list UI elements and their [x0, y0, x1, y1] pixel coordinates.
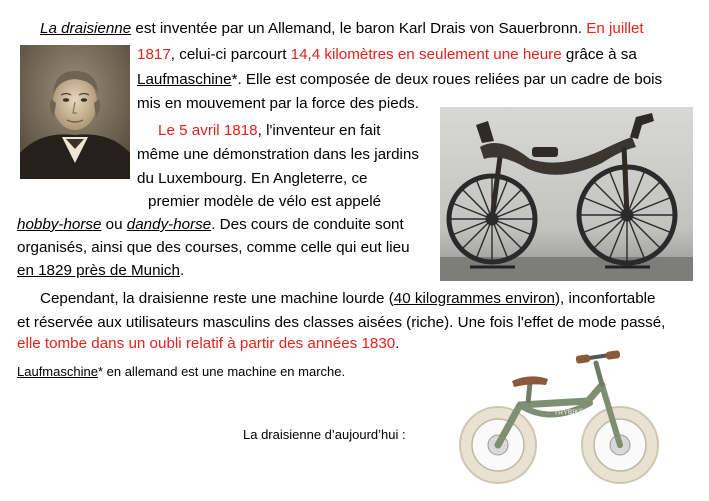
p2-line-3: du Luxembourg. En Angleterre, ce: [137, 170, 368, 187]
p1-line-3: Laufmaschine*. Elle est composée de deux roues reliées par un cadre de bois: [137, 71, 663, 88]
portrait-illustration: [20, 45, 130, 179]
p1-line-1: La draisienne est inventée par un Allemand, le baron Karl Drais von Sauerbronn. En juillet: [40, 20, 644, 37]
term-laufmaschine: Laufmaschine: [137, 71, 232, 88]
p3-line-2: et réservée aux utilisateurs masculins des classes aisées (riche). Une fois l'effet de mode passé,: [17, 314, 666, 331]
term-dandy-horse: dandy-horse: [126, 216, 212, 233]
p2-line-6: organisés, ainsi que des courses, comme celle qui eut lieu: [17, 239, 410, 256]
term-la-draisienne: La draisienne: [40, 20, 132, 37]
modern-balance-bike-illustration: [450, 345, 670, 487]
p1-line-4: mis en mouvement par la force des pieds.: [137, 95, 419, 112]
historic-draisine-photo: [440, 107, 693, 281]
historic-draisine-illustration: [440, 107, 693, 281]
p1-line-2: 1817, celui-ci parcourt 14,4 kilomètres en seulement une heure grâce à sa: [137, 46, 637, 63]
footnote: Laufmaschine* en allemand est une machine en marche.: [17, 364, 346, 379]
portrait-karl-drais: [20, 45, 130, 179]
p2-line-2: même une démonstration dans les jardins: [137, 146, 419, 163]
modern-balance-bike-photo: [450, 345, 670, 487]
p2-line-5: hobby-horse ou dandy-horse. Des cours de conduite sont: [17, 216, 404, 233]
modern-draisine-caption: La draisienne d’aujourd’hui :: [243, 427, 406, 442]
p3-line-1: Cependant, la draisienne reste une machine lourde (40 kilogrammes environ), inconfortable: [40, 290, 656, 307]
p2-line-4: premier modèle de vélo est appelé: [148, 193, 382, 210]
p2-line-1: Le 5 avril 1818, l'inventeur en fait: [158, 122, 381, 139]
term-hobby-horse: hobby-horse: [17, 216, 102, 233]
bike-brand-label: TRYBIKE: [553, 408, 584, 417]
p2-line-7: en 1829 près de Munich.: [17, 262, 185, 279]
p3-line-3: elle tombe dans un oubli relatif à partir des années 1830.: [17, 335, 400, 352]
